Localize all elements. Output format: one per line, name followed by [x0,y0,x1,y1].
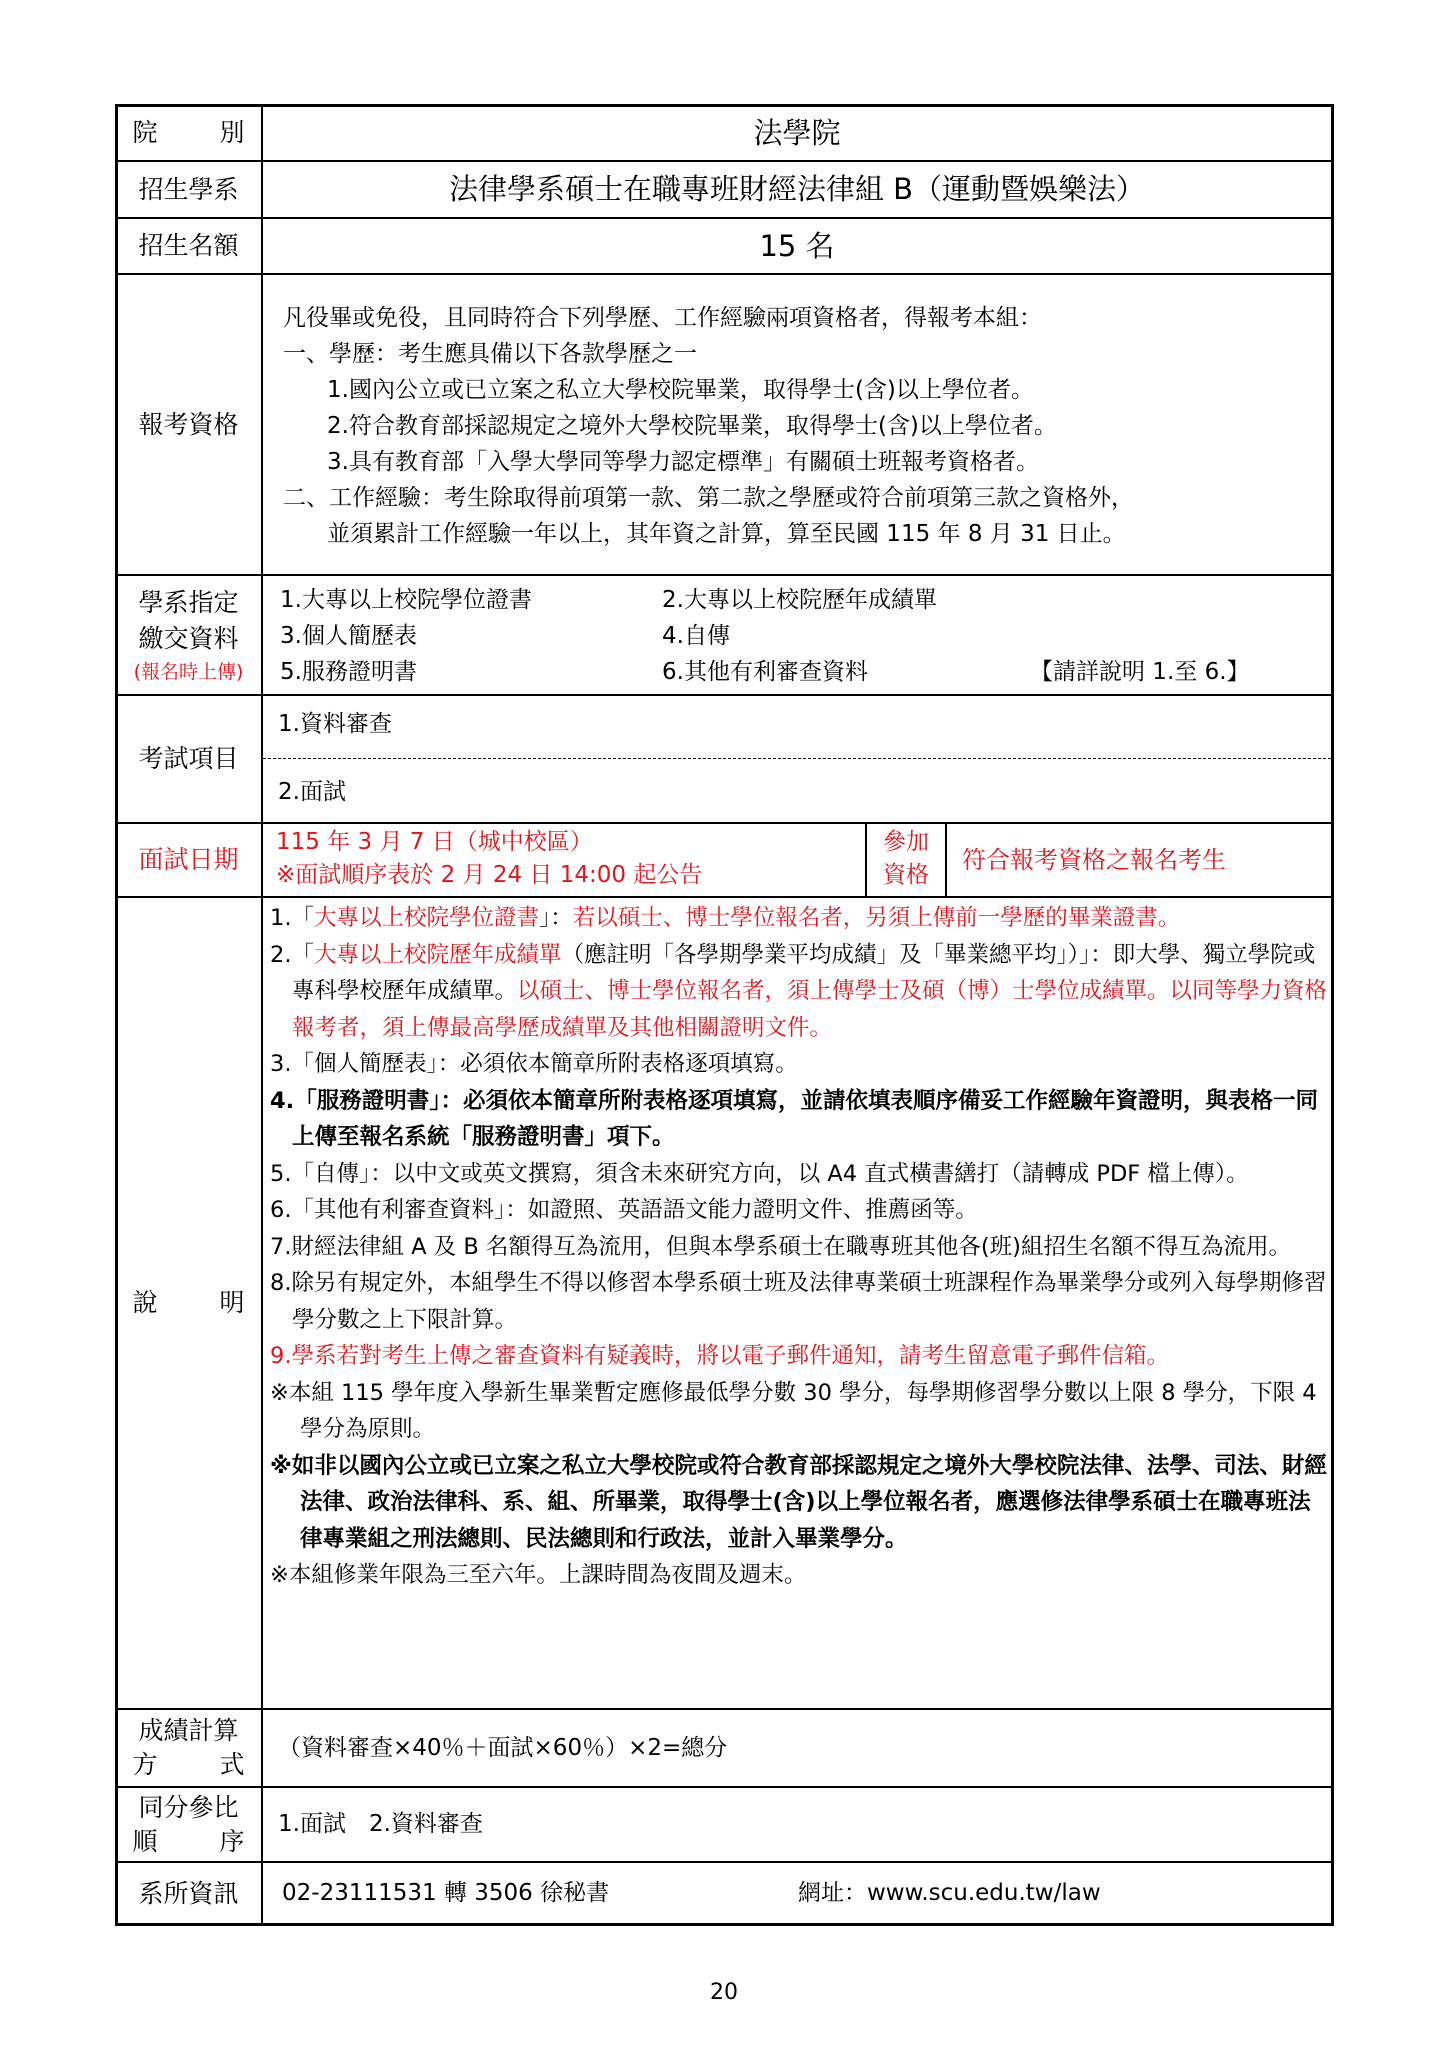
eligibility-line: 二、工作經驗：考生除取得前項第一款、第二款之學歷或符合前項第三款之資格外， [283,485,1134,511]
tie-order: 1.面試 2.資料審查 [278,1811,483,1837]
exam-label: 考試項目 [138,744,239,773]
eligibility-text [283,300,1343,552]
score-formula: （資料審查×40％＋面試×60％）×2=總分 [278,1735,728,1761]
row-divider [115,896,1334,898]
exam-item-interview: 2.面試 [278,779,346,805]
exam-separator [263,758,1331,759]
quota-label: 招生名額 [138,231,239,260]
eligibility-line: 並須累計工作經驗一年以上，其年資之計算，算至民國 115 年 8 月 31 日止。 [327,521,1126,547]
college-value: 法學院 [753,116,841,150]
college-label: 院 別 [132,118,245,147]
interview-date: 115 年 3 月 7 日（城中校區） [276,829,593,855]
department-label: 招生學系 [138,174,239,204]
contact-label: 系所資訊 [138,1878,239,1908]
document-item: 3.個人簡歷表 [280,623,417,649]
note-item: ※本組修業年限為三至六年。上課時間為夜間及週末。 [270,1562,807,1588]
documents-label: 學系指定 繳交資料 (報名時上傳) [133,588,244,683]
eligibility-line: 3.具有教育部「入學大學同等學力認定標準」有關碩士班報考資格者。 [327,449,1039,475]
tie-label: 同分參比 順 序 [132,1792,245,1856]
row-divider [115,273,1334,275]
interview-who: 符合報考資格之報名考生 [962,846,1226,874]
eligibility-line: 一、學歷：考生應具備以下各款學歷之一 [283,341,697,367]
document-item: 4.自傳 [662,623,730,649]
note-item: 7.財經法律組 A 及 B 名額得互為流用，但與本學系碩士在職專班其他各(班)組招生名額不得互為流用。 [270,1233,1291,1260]
document-item: 2.大專以上校院歷年成績單 [662,587,937,613]
note-item: 3.「個人簡歷表」：必須依本簡章所附表格逐項填寫。 [270,1051,798,1077]
interview-notice: ※面試順序表於 2 月 24 日 14:00 起公告 [276,862,703,888]
note-item: 8.除另有規定外，本組學生不得以修習本學系碩士班及法律專業碩士班課程作為畢業學分或列入每學期修習學分數之上下限計算。 [270,1270,1327,1333]
note-item: 1.「大專以上校院學位證書」：若以碩士、博士學位報名者，另須上傳前一學歷的畢業證書。 [270,905,1181,931]
note-item: ※本組 115 學年度入學新生畢業暫定應修最低學分數 30 學分，每學期修習學分數以上限 8 學分，下限 4 學分為原則。 [270,1379,1317,1442]
row-divider [115,694,1334,696]
contact-phone: 02-23111531 轉 3506 徐秘書 [282,1880,610,1906]
page-number: 20 [710,1980,738,2005]
department-value: 法律學系碩士在職專班財經法律組 B（運動暨娛樂法） [448,172,1146,206]
note-item: 9.學系若對考生上傳之審查資料有疑義時，將以電子郵件通知，請考生留意電子郵件信箱。 [270,1343,1169,1369]
quota-value: 15 名 [759,229,835,263]
exam-item-review: 1.資料審查 [278,711,392,737]
eligibility-line: 1.國內公立或已立案之私立大學校院畢業，取得學士(含)以上學位者。 [327,377,1034,403]
interview-who-label: 參加 資格 [883,829,929,888]
interview-label: 面試日期 [138,845,239,874]
row-divider [115,574,1334,576]
note-item: ※如非以國內公立或已立案之私立大學校院或符合教育部採認規定之境外大學校院法律、法學、司法、財經法律、政治法律科、系、組、所畢業，取得學士(含)以上學位報名者，應選修法律學系碩士在職專班法律專業組之刑法總則、民法總則和行政法，並計入畢業學分。 [270,1452,1327,1552]
contact-website: 網址：www.scu.edu.tw/law [798,1880,1101,1906]
note-item: 2.「大專以上校院歷年成績單（應註明「各學期學業平均成績」及「畢業總平均」）」：即大學、獨立學院或專科學校歷年成績單。以碩士、博士學位報名者，須上傳學士及碩（博）士學位成績單。以同等學力資格報考者，須上傳最高學歷成績單及其他相關證明文件。 [270,941,1328,1041]
eligibility-label: 報考資格 [138,409,239,439]
document-item: 1.大專以上校院學位證書 [280,587,532,613]
document-item: 5.服務證明書 [280,659,417,685]
column-divider [261,104,263,1926]
eligibility-line: 凡役畢或免役，且同時符合下列學歷、工作經驗兩項資格者，得報考本組： [283,305,1042,331]
interview-divider [945,822,947,896]
documents-note: 【請詳說明 1.至 6.】 [1030,659,1250,685]
note-item: 6.「其他有利審查資料」：如證照、英語語文能力證明文件、推薦函等。 [270,1197,978,1223]
notes-content [270,900,1328,1594]
document-item: 6.其他有利審查資料 [662,659,868,685]
interview-date-block [276,826,702,892]
eligibility-line: 2.符合教育部採認規定之境外大學校院畢業，取得學士(含)以上學位者。 [327,413,1057,439]
notes-label: 說 明 [132,1288,245,1317]
note-item: 4.「服務證明書」：必須依本簡章所附表格逐項填寫，並請依填表順序備妥工作經驗年資證明，與表格一同上傳至報名系統「服務證明書」項下。 [270,1087,1318,1150]
score-label: 成績計算 方 式 [132,1716,245,1779]
note-item: 5.「自傳」：以中文或英文撰寫，須含未來研究方向，以 A4 直式橫書繕打（請轉成 PDF 檔上傳）。 [270,1160,1249,1187]
